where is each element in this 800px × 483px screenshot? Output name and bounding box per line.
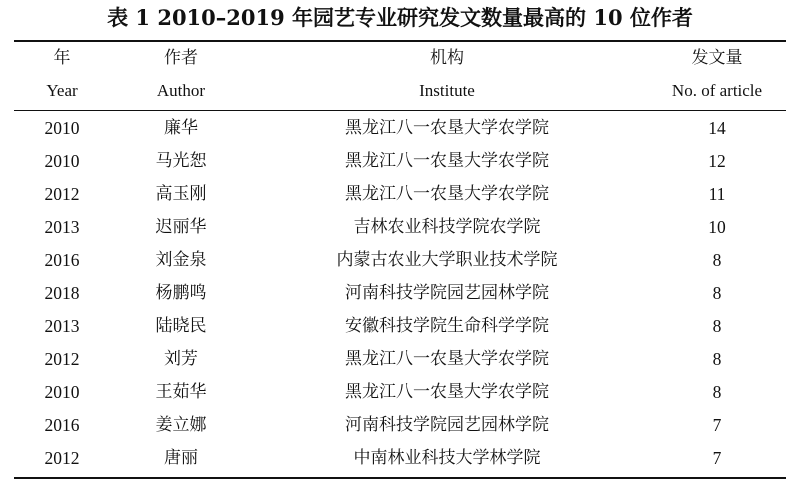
year-cell: 2013 [44,316,80,336]
count-cell: 8 [712,349,722,369]
count-cell: 8 [712,382,722,402]
count-cell: 8 [712,283,722,303]
institute-cell: 中南林业科技大学林学院 [353,448,541,468]
institute-cell: 黑龙江八一农垦大学农学院 [345,184,549,204]
institute-cell: 黑龙江八一农垦大学农学院 [345,382,549,402]
count-cell: 8 [712,250,722,270]
header-author-en: Author [156,81,206,100]
year-cell: 2012 [44,184,80,204]
header-count-zh: 发文量 [691,48,743,68]
table-row [0,116,800,149]
header-institute-en: Institute [419,81,475,100]
table-caption: 表 1 2010–2019 年园艺专业研究发文数量最高的 10 位作者 [107,5,693,30]
bottom-rule [14,477,786,479]
top-rule [14,40,786,42]
institute-cell: 安徽科技学院生命科学学院 [345,316,549,336]
header-count-en: No. of article [671,81,763,100]
author-cell: 刘芳 [164,349,198,369]
year-cell: 2013 [44,217,80,237]
year-cell: 2016 [44,250,80,270]
count-cell: 14 [708,118,726,138]
count-cell: 12 [708,151,726,171]
year-cell: 2010 [44,151,80,171]
year-cell: 2010 [44,382,80,402]
table-row [0,281,800,314]
institute-cell: 黑龙江八一农垦大学农学院 [345,118,549,138]
author-cell: 廉华 [164,118,198,138]
count-cell: 8 [712,316,722,336]
author-cell: 陆晓民 [155,316,207,336]
table-row [0,149,800,182]
table-row [0,314,800,347]
table-row [0,182,800,215]
author-cell: 王茹华 [155,382,207,402]
year-cell: 2018 [44,283,80,303]
table-row [0,347,800,380]
count-cell: 10 [708,217,726,237]
author-cell: 杨鹏鸣 [155,283,207,303]
year-cell: 2012 [44,448,80,468]
author-cell: 刘金泉 [155,250,207,270]
year-cell: 2010 [44,118,80,138]
table-row [0,446,800,477]
year-cell: 2012 [44,349,80,369]
institute-cell: 内蒙古农业大学职业技术学院 [336,250,558,270]
table-row [0,248,800,281]
author-cell: 高玉刚 [155,184,207,204]
header-rule [14,110,786,111]
count-cell: 11 [708,184,726,204]
header-year-zh: 年 [53,48,71,68]
table-row [0,380,800,413]
institute-cell: 河南科技学院园艺园林学院 [345,283,549,303]
institute-cell: 黑龙江八一农垦大学农学院 [345,151,549,171]
year-cell: 2016 [44,415,80,435]
count-cell: 7 [712,448,722,468]
institute-cell: 吉林农业科技学院农学院 [353,217,541,237]
header-institute-zh: 机构 [430,48,464,68]
table-row [0,413,800,446]
author-cell: 马光恕 [155,151,207,171]
author-cell: 姜立娜 [155,415,207,435]
author-cell: 唐丽 [164,448,198,468]
header-author-zh: 作者 [164,48,198,68]
institute-cell: 河南科技学院园艺园林学院 [345,415,549,435]
institute-cell: 黑龙江八一农垦大学农学院 [345,349,549,369]
author-cell: 迟丽华 [155,217,207,237]
table-row [0,215,800,248]
header-year-en: Year [46,81,78,100]
count-cell: 7 [712,415,722,435]
